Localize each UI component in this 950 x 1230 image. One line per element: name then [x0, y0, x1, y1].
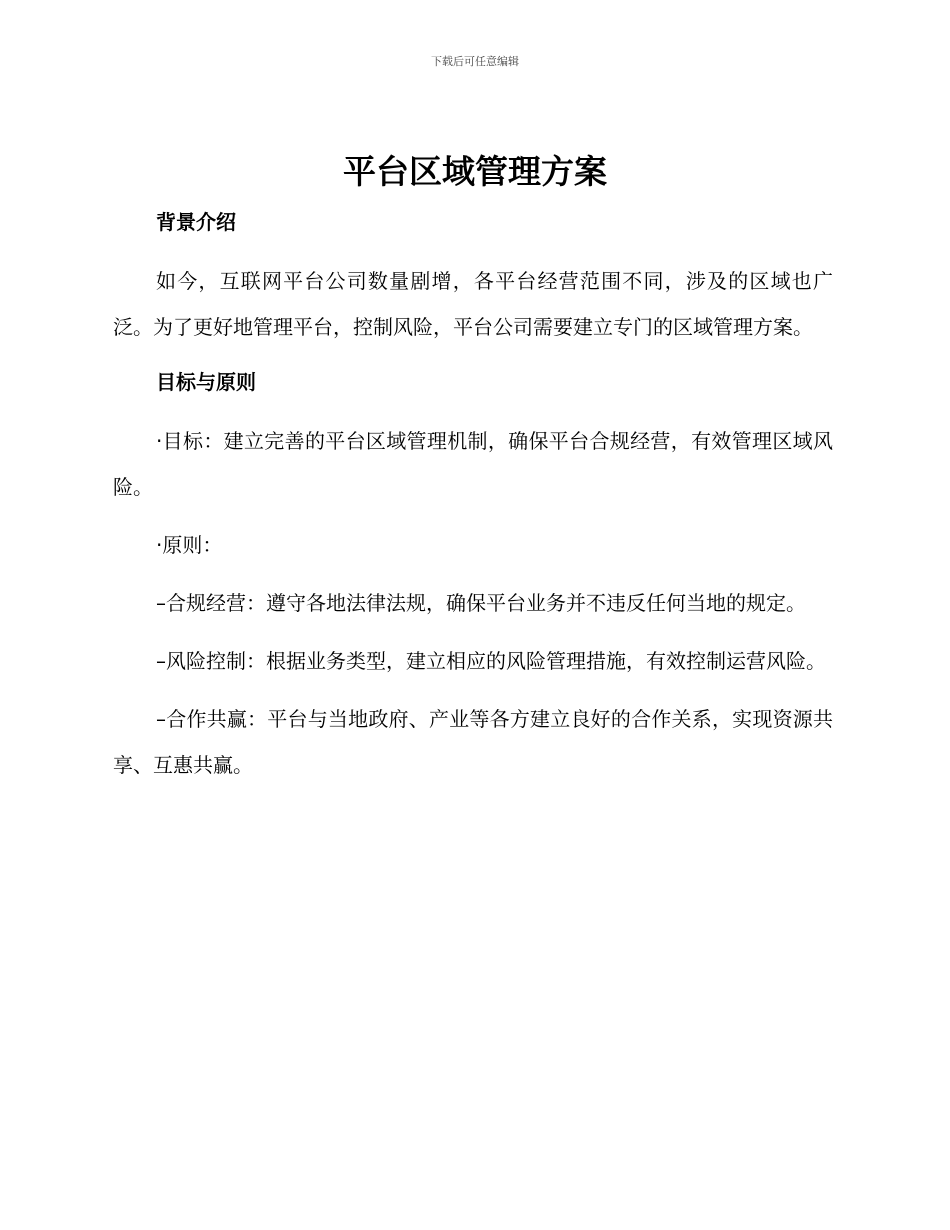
section-heading-goals: 目标与原则 [156, 370, 256, 394]
goal-item [113, 418, 833, 510]
bullet-mark: · [156, 429, 163, 453]
principle-text: 风险控制：根据业务类型，建立相应的风险管理措施，有效控制运营风险。 [166, 649, 826, 673]
page-header-note: 下载后可任意编辑 [431, 55, 519, 68]
dash-mark: – [156, 707, 166, 731]
dash-mark: – [156, 591, 166, 615]
document-body [113, 202, 833, 800]
principle-label: 原则： [162, 533, 223, 557]
principle-text: 合规经营：遵守各地法律法规，确保平台业务并不违反任何当地的规定。 [166, 591, 806, 615]
background-paragraph: 如今，互联网平台公司数量剧增，各平台经营范围不同，涉及的区域也广泛。为了更好地管理平台，控制风险，平台公司需要建立专门的区域管理方案。 [113, 269, 833, 339]
bullet-mark: · [156, 533, 163, 557]
dash-mark: – [156, 649, 166, 673]
goal-text: 目标：建立完善的平台区域管理机制，确保平台合规经营，有效管理区域风险。 [113, 429, 833, 499]
document-title: 平台区域管理方案 [343, 152, 607, 191]
principle-item-cooperation [113, 696, 833, 788]
section-heading-background: 背景介绍 [156, 210, 236, 234]
principle-label-item [113, 522, 833, 568]
principle-item-compliance [113, 580, 833, 626]
principle-item-risk-control [113, 638, 833, 684]
principle-text: 合作共赢：平台与当地政府、产业等各方建立良好的合作关系，实现资源共享、互惠共赢。 [113, 707, 833, 777]
